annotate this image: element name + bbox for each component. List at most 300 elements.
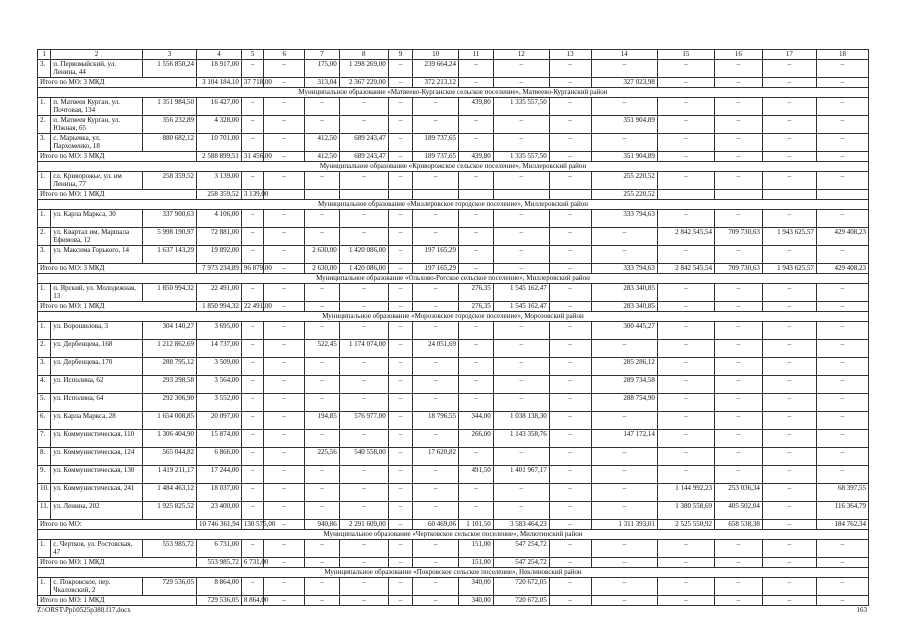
value-cell: – — [388, 540, 412, 558]
table-row — [38, 430, 869, 448]
table-row — [38, 60, 869, 78]
total-cell: – — [657, 152, 714, 162]
row-number: 3. — [38, 358, 51, 376]
total-cell: 255 220,52 — [591, 190, 657, 200]
value-cell: 300 445,27 — [591, 322, 657, 340]
total-row — [38, 152, 869, 162]
value-cell: 1 654 008,85 — [143, 412, 197, 430]
value-cell: – — [714, 466, 762, 484]
total-cell: 3 139,00 — [241, 190, 263, 200]
total-cell: 2 588 899,51 — [197, 152, 242, 162]
value-cell: – — [549, 60, 591, 78]
value-cell: – — [305, 466, 340, 484]
value-cell: – — [413, 228, 459, 246]
value-cell: 239 664,24 — [413, 60, 459, 78]
address-cell: п. Ярский, ул. Молодежная, 13 — [51, 284, 143, 302]
value-cell: – — [591, 466, 657, 484]
total-cell: 2 291 609,00 — [339, 520, 388, 530]
total-cell: 333 794,63 — [591, 264, 657, 274]
section-row — [38, 274, 869, 284]
value-cell: – — [762, 448, 816, 466]
value-cell: – — [762, 540, 816, 558]
header-cell: 6 — [264, 50, 305, 60]
total-row — [38, 520, 869, 530]
value-cell: – — [241, 578, 263, 596]
value-cell: – — [388, 322, 412, 340]
table-row — [38, 210, 869, 228]
value-cell: – — [816, 540, 868, 558]
value-cell: – — [591, 540, 657, 558]
value-cell: – — [413, 116, 459, 134]
value-cell: – — [305, 540, 340, 558]
address-cell: ул. Коммунистическая, 241 — [51, 484, 143, 502]
value-cell: – — [339, 116, 388, 134]
value-cell: – — [549, 430, 591, 448]
value-cell: 151,00 — [459, 540, 494, 558]
value-cell: – — [657, 376, 714, 394]
value-cell: – — [305, 98, 340, 116]
value-cell: – — [339, 172, 388, 190]
table-row — [38, 578, 869, 596]
total-cell: – — [388, 520, 412, 530]
total-cell: – — [762, 78, 816, 88]
value-cell: 540 558,00 — [339, 448, 388, 466]
total-cell: 37 718,00 — [241, 78, 263, 88]
total-cell: – — [762, 302, 816, 312]
value-cell: – — [714, 98, 762, 116]
value-cell: – — [339, 376, 388, 394]
value-cell: – — [305, 228, 340, 246]
value-cell: – — [264, 246, 305, 264]
value-cell: 1 420 086,00 — [339, 246, 388, 264]
value-cell: – — [816, 246, 868, 264]
address-cell: с. Чертков, ул. Ростовская, 47 — [51, 540, 143, 558]
value-cell: – — [549, 98, 591, 116]
value-cell: – — [459, 394, 494, 412]
header-cell: 8 — [339, 50, 388, 60]
total-cell: 7 973 234,89 — [197, 264, 242, 274]
value-cell: – — [549, 466, 591, 484]
value-cell: – — [413, 358, 459, 376]
total-cell: 351 904,89 — [591, 152, 657, 162]
table-row — [38, 376, 869, 394]
value-cell: – — [264, 412, 305, 430]
value-cell: – — [549, 540, 591, 558]
value-cell: 565 044,82 — [143, 448, 197, 466]
value-cell: – — [241, 412, 263, 430]
row-number: 5. — [38, 394, 51, 412]
value-cell: – — [459, 484, 494, 502]
value-cell: – — [305, 502, 340, 520]
total-cell — [816, 190, 868, 200]
total-cell — [413, 190, 459, 200]
value-cell: – — [264, 502, 305, 520]
value-cell: – — [413, 466, 459, 484]
address-cell: ул. Дербенцева, 168 — [51, 340, 143, 358]
value-cell: – — [241, 210, 263, 228]
table-row — [38, 358, 869, 376]
value-cell: – — [388, 210, 412, 228]
table-row — [38, 340, 869, 358]
value-cell: – — [816, 448, 868, 466]
total-cell: – — [657, 302, 714, 312]
value-cell: – — [762, 430, 816, 448]
value-cell: 18 037,00 — [197, 484, 242, 502]
value-cell: 197 165,29 — [413, 246, 459, 264]
value-cell: – — [388, 340, 412, 358]
value-cell: – — [264, 578, 305, 596]
value-cell: – — [549, 228, 591, 246]
value-cell: – — [816, 394, 868, 412]
value-cell: 8 864,00 — [197, 578, 242, 596]
value-cell: 266,00 — [459, 430, 494, 448]
total-cell: 258 359,52 — [197, 190, 242, 200]
row-number: 1. — [38, 322, 51, 340]
value-cell: – — [493, 246, 549, 264]
value-cell: – — [413, 284, 459, 302]
table-row — [38, 322, 869, 340]
value-cell: – — [305, 116, 340, 134]
value-cell: – — [459, 228, 494, 246]
section-row — [38, 568, 869, 578]
value-cell: – — [264, 322, 305, 340]
total-cell: – — [657, 558, 714, 568]
value-cell: 18 796,55 — [413, 412, 459, 430]
value-cell: – — [388, 134, 412, 152]
value-cell: – — [264, 284, 305, 302]
value-cell: – — [762, 376, 816, 394]
value-cell: 1 380 558,69 — [657, 502, 714, 520]
value-cell: – — [305, 210, 340, 228]
value-cell: – — [762, 412, 816, 430]
value-cell: – — [657, 246, 714, 264]
value-cell: – — [493, 484, 549, 502]
value-cell: – — [714, 412, 762, 430]
value-cell: 292 306,90 — [143, 394, 197, 412]
section-title: Муниципальное образование «Покровское сельское поселение», Неклиновский район — [38, 568, 869, 578]
value-cell: 412,50 — [305, 134, 340, 152]
value-cell: 337 900,63 — [143, 210, 197, 228]
total-cell: 372 213,12 — [413, 78, 459, 88]
value-cell: 689 243,47 — [339, 134, 388, 152]
row-number: 3. — [38, 60, 51, 78]
total-cell: 10 746 361,94 — [197, 520, 242, 530]
value-cell: – — [714, 322, 762, 340]
value-cell: – — [549, 394, 591, 412]
value-cell: – — [657, 210, 714, 228]
value-cell: 19 892,00 — [197, 246, 242, 264]
section-row — [38, 200, 869, 210]
value-cell: – — [305, 394, 340, 412]
total-cell: – — [339, 596, 388, 606]
value-cell: – — [816, 210, 868, 228]
total-cell: – — [388, 302, 412, 312]
value-cell: – — [413, 540, 459, 558]
value-cell: – — [657, 340, 714, 358]
value-cell: – — [657, 466, 714, 484]
header-cell: 12 — [493, 50, 549, 60]
value-cell: – — [549, 284, 591, 302]
total-cell: – — [591, 558, 657, 568]
value-cell: – — [657, 116, 714, 134]
value-cell: – — [493, 210, 549, 228]
value-cell: – — [264, 540, 305, 558]
value-cell: – — [241, 448, 263, 466]
total-cell: – — [305, 302, 340, 312]
value-cell: – — [241, 484, 263, 502]
total-cell: – — [762, 520, 816, 530]
value-cell: – — [264, 340, 305, 358]
total-label: Итого по МО: 1 МКД — [38, 302, 197, 312]
value-cell: – — [241, 134, 263, 152]
total-cell: 689 243,47 — [339, 152, 388, 162]
value-cell: 304 140,27 — [143, 322, 197, 340]
total-cell: – — [816, 302, 868, 312]
row-number: 2. — [38, 340, 51, 358]
value-cell: – — [388, 228, 412, 246]
value-cell: – — [339, 578, 388, 596]
value-cell: – — [816, 134, 868, 152]
section-title: Муниципальное образование «Криворожское сельское поселение», Миллеровский район — [38, 162, 869, 172]
value-cell: 288 754,90 — [591, 394, 657, 412]
value-cell: – — [816, 284, 868, 302]
header-cell: 3 — [143, 50, 197, 60]
header-cell: 18 — [816, 50, 868, 60]
value-cell: – — [388, 376, 412, 394]
row-number: 1. — [38, 210, 51, 228]
header-cell: 17 — [762, 50, 816, 60]
value-cell: – — [714, 60, 762, 78]
value-cell: 1 850 994,32 — [143, 284, 197, 302]
value-cell: 3 552,00 — [197, 394, 242, 412]
total-cell: – — [549, 264, 591, 274]
value-cell: – — [714, 116, 762, 134]
table-row — [38, 502, 869, 520]
value-cell: – — [714, 448, 762, 466]
total-cell: – — [762, 152, 816, 162]
value-cell: 2 630,00 — [305, 246, 340, 264]
value-cell: 14 737,00 — [197, 340, 242, 358]
value-cell: – — [459, 502, 494, 520]
value-cell: 720 672,05 — [493, 578, 549, 596]
row-number: 9. — [38, 466, 51, 484]
total-cell: – — [493, 78, 549, 88]
table-row — [38, 134, 869, 152]
total-cell: – — [305, 558, 340, 568]
value-cell: – — [816, 376, 868, 394]
address-cell: ул. Коммунистическая, 124 — [51, 448, 143, 466]
value-cell: – — [388, 284, 412, 302]
value-cell: – — [264, 484, 305, 502]
value-cell: – — [339, 540, 388, 558]
value-cell: – — [264, 210, 305, 228]
total-label: Итого по МО: 3 МКД — [38, 152, 197, 162]
value-cell: – — [493, 172, 549, 190]
value-cell: – — [493, 448, 549, 466]
value-cell: 880 682,12 — [143, 134, 197, 152]
value-cell: – — [714, 172, 762, 190]
value-cell: – — [241, 340, 263, 358]
table-row — [38, 394, 869, 412]
total-cell: 2 842 545,54 — [657, 264, 714, 274]
row-number: 8. — [38, 448, 51, 466]
table-row — [38, 466, 869, 484]
value-cell: – — [549, 322, 591, 340]
total-label: Итого по МО: 1 МКД — [38, 190, 197, 200]
address-cell: с. Покровское, пер. Чкаловский, 2 — [51, 578, 143, 596]
value-cell: – — [305, 322, 340, 340]
total-cell: 412,50 — [305, 152, 340, 162]
header-cell: 9 — [388, 50, 412, 60]
total-cell: – — [264, 78, 305, 88]
value-cell: – — [339, 322, 388, 340]
total-cell: – — [714, 558, 762, 568]
total-cell: – — [549, 302, 591, 312]
value-cell: 1 038 138,30 — [493, 412, 549, 430]
value-cell: – — [413, 210, 459, 228]
total-cell: – — [264, 596, 305, 606]
value-cell: – — [305, 172, 340, 190]
value-cell: – — [549, 210, 591, 228]
total-cell: 1 335 557,50 — [493, 152, 549, 162]
value-cell: 253 036,34 — [714, 484, 762, 502]
total-cell — [264, 190, 305, 200]
value-cell: – — [549, 578, 591, 596]
value-cell: 293 298,58 — [143, 376, 197, 394]
total-cell: – — [816, 596, 868, 606]
total-cell: – — [413, 558, 459, 568]
total-cell — [339, 190, 388, 200]
value-cell: – — [714, 340, 762, 358]
value-cell: – — [762, 60, 816, 78]
value-cell: – — [549, 134, 591, 152]
total-cell: 729 536,05 — [197, 596, 242, 606]
address-cell: ул. Карла Маркса, 28 — [51, 412, 143, 430]
value-cell: – — [816, 466, 868, 484]
total-cell: 2 367 229,00 — [339, 78, 388, 88]
value-cell: 276,35 — [459, 284, 494, 302]
total-cell: – — [714, 78, 762, 88]
value-cell: – — [549, 246, 591, 264]
value-cell: – — [762, 116, 816, 134]
address-cell: сл. Криворожье, ул. им Ленина, 77 — [51, 172, 143, 190]
total-cell: – — [816, 152, 868, 162]
total-row — [38, 78, 869, 88]
total-cell: 1 420 086,00 — [339, 264, 388, 274]
total-cell: – — [762, 558, 816, 568]
total-cell — [714, 190, 762, 200]
value-cell: 194,85 — [305, 412, 340, 430]
value-cell: 1 174 074,00 — [339, 340, 388, 358]
value-cell: 3 564,00 — [197, 376, 242, 394]
value-cell: – — [549, 376, 591, 394]
value-cell: – — [264, 98, 305, 116]
value-cell: 23 400,00 — [197, 502, 242, 520]
address-cell: ул. Ленина, 202 — [51, 502, 143, 520]
section-title: Муниципальное образование «Миллеровское городское поселение», Миллеровский район — [38, 200, 869, 210]
value-cell: – — [816, 172, 868, 190]
value-cell: – — [459, 448, 494, 466]
value-cell: – — [339, 484, 388, 502]
table-row — [38, 116, 869, 134]
value-cell: – — [459, 376, 494, 394]
value-cell: – — [305, 284, 340, 302]
total-label: Итого по МО: 1 МКД — [38, 558, 197, 568]
section-row — [38, 162, 869, 172]
section-title: Муниципальное образование «Ольхово-Рогское сельское поселение», Миллеровский район — [38, 274, 869, 284]
total-cell: 8 864,00 — [241, 596, 263, 606]
value-cell: – — [549, 340, 591, 358]
total-cell: 1 311 393,01 — [591, 520, 657, 530]
value-cell: 285 286,12 — [591, 358, 657, 376]
total-cell: – — [264, 302, 305, 312]
value-cell: – — [714, 430, 762, 448]
value-cell: 1 637 143,29 — [143, 246, 197, 264]
table-row — [38, 228, 869, 246]
value-cell: – — [549, 502, 591, 520]
header-cell: 13 — [549, 50, 591, 60]
total-cell: – — [264, 558, 305, 568]
value-cell: – — [339, 284, 388, 302]
total-cell: 439,80 — [459, 152, 494, 162]
address-cell: ул. Исполина, 64 — [51, 394, 143, 412]
value-cell: – — [816, 358, 868, 376]
value-cell: – — [657, 448, 714, 466]
total-cell: – — [493, 264, 549, 274]
value-cell: – — [305, 578, 340, 596]
row-number: 2. — [38, 116, 51, 134]
value-cell: – — [657, 358, 714, 376]
value-cell: 4 328,00 — [197, 116, 242, 134]
total-cell: 3 104 184,10 — [197, 78, 242, 88]
value-cell: – — [591, 484, 657, 502]
total-cell: 547 254,72 — [493, 558, 549, 568]
value-cell: – — [413, 430, 459, 448]
value-cell: 1 306 404,90 — [143, 430, 197, 448]
value-cell: – — [657, 578, 714, 596]
value-cell: 333 794,63 — [591, 210, 657, 228]
value-cell: 289 734,58 — [591, 376, 657, 394]
value-cell: 1 335 557,50 — [493, 98, 549, 116]
total-cell: – — [264, 152, 305, 162]
address-cell: п. Матвеев Курган, ул. Южная, 65 — [51, 116, 143, 134]
row-number: 1. — [38, 172, 51, 190]
total-cell — [305, 190, 340, 200]
value-cell: 547 254,72 — [493, 540, 549, 558]
value-cell: – — [714, 376, 762, 394]
value-cell: – — [591, 98, 657, 116]
value-cell: 522,45 — [305, 340, 340, 358]
total-cell: – — [388, 264, 412, 274]
total-cell: – — [549, 596, 591, 606]
total-cell: – — [339, 302, 388, 312]
total-cell: 1 545 162,47 — [493, 302, 549, 312]
table-row — [38, 448, 869, 466]
value-cell: – — [657, 394, 714, 412]
value-cell: 255 220,52 — [591, 172, 657, 190]
value-cell: – — [339, 502, 388, 520]
value-cell: – — [657, 540, 714, 558]
total-cell: – — [264, 264, 305, 274]
total-cell: – — [549, 558, 591, 568]
value-cell: 1 351 984,50 — [143, 98, 197, 116]
value-cell: – — [241, 394, 263, 412]
value-cell: – — [388, 466, 412, 484]
value-cell: – — [549, 448, 591, 466]
total-cell: 283 340,85 — [591, 302, 657, 312]
value-cell: – — [339, 430, 388, 448]
value-cell: – — [264, 466, 305, 484]
